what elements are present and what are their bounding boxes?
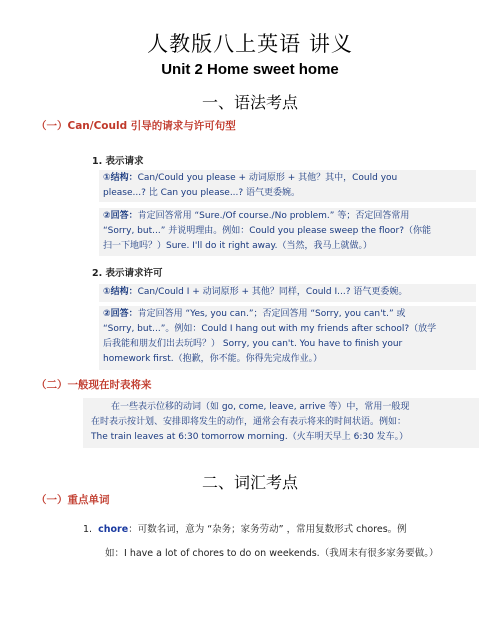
subheading-key-words: （一）重点单词 [36, 494, 110, 506]
answer-label: ②回答： [103, 309, 138, 319]
answer-text: 肯定回答常用 “Sure./Of course./No problem.” 等；否定回答常用 [137, 211, 410, 221]
vocab-number: 1. [83, 524, 93, 535]
paragraph-line: The train leaves at 6:30 tomorrow morning.（火车明天早上 6:30 发车。） [91, 432, 409, 442]
unit-title: Unit 2 Home sweet home [161, 61, 339, 78]
permission-answer-box [99, 306, 476, 370]
item-heading-permission: 2. 表示请求许可 [92, 268, 163, 279]
paragraph-line: 在一些表示位移的动词（如 go, come, leave, arrive 等）中，常用一般现 [111, 402, 410, 412]
answer-text: “Sorry, but...” 并说明理由。例如：Could you please sweep the floor?（你能 [103, 226, 432, 236]
permission-structure-box [99, 284, 476, 302]
answer-text: homework first.（抱歉，你不能。你得先完成作业。） [103, 354, 323, 364]
vocab-item-chore [83, 518, 483, 566]
answer-text: 后我能和朋友们出去玩吗？） Sorry, you can't. You have to finish your [103, 339, 403, 349]
present-future-box [83, 398, 479, 448]
answer-text: “Sorry, but...”。例如：Could I hang out with my friends after school?（放学 [103, 324, 437, 334]
subheading-present-for-future: （二）一般现在时表将来 [36, 379, 152, 391]
request-answer-box [99, 208, 476, 256]
page-title: 人教版八上英语 讲义 [147, 32, 353, 56]
request-structure-box [99, 170, 476, 202]
structure-text: please...? 比 Can you please...? 语气更委婉。 [103, 188, 301, 198]
vocab-example: 如：I have a lot of chores to do on weekends.（我周末有很多家务要做。） [105, 548, 439, 559]
section-title-grammar: 一、语法考点 [201, 93, 298, 112]
structure-label: ①结构： [103, 287, 138, 297]
answer-text: 扫一下地吗？）Sure. I'll do it right away.（当然，我马上就做。） [103, 241, 372, 251]
item-heading-request: 1. 表示请求 [92, 156, 144, 167]
vocab-definition: ：可数名词，意为 “杂务；家务劳动” ，常用复数形式 chores。例 [128, 524, 407, 535]
paragraph-line: 在时表示按计划、安排即将发生的动作，通常会有表示将来的时间状语。例如： [91, 417, 407, 427]
vocab-word: chore [98, 524, 129, 535]
answer-text: 肯定回答用 “Yes, you can.”；否定回答用 “Sorry, you can't.” 或 [137, 309, 406, 319]
subheading-can-could: （一）Can/Could 引导的请求与许可句型 [36, 120, 236, 132]
answer-label: ②回答： [103, 211, 138, 221]
structure-text: Can/Could I + 动词原形 + 其他？同样，Could I...? 语气更委婉。 [137, 287, 408, 297]
structure-text: Can/Could you please + 动词原形 + 其他？其中，Could you [137, 173, 398, 183]
structure-label: ①结构： [103, 173, 138, 183]
section-title-vocabulary: 二、词汇考点 [201, 473, 298, 492]
